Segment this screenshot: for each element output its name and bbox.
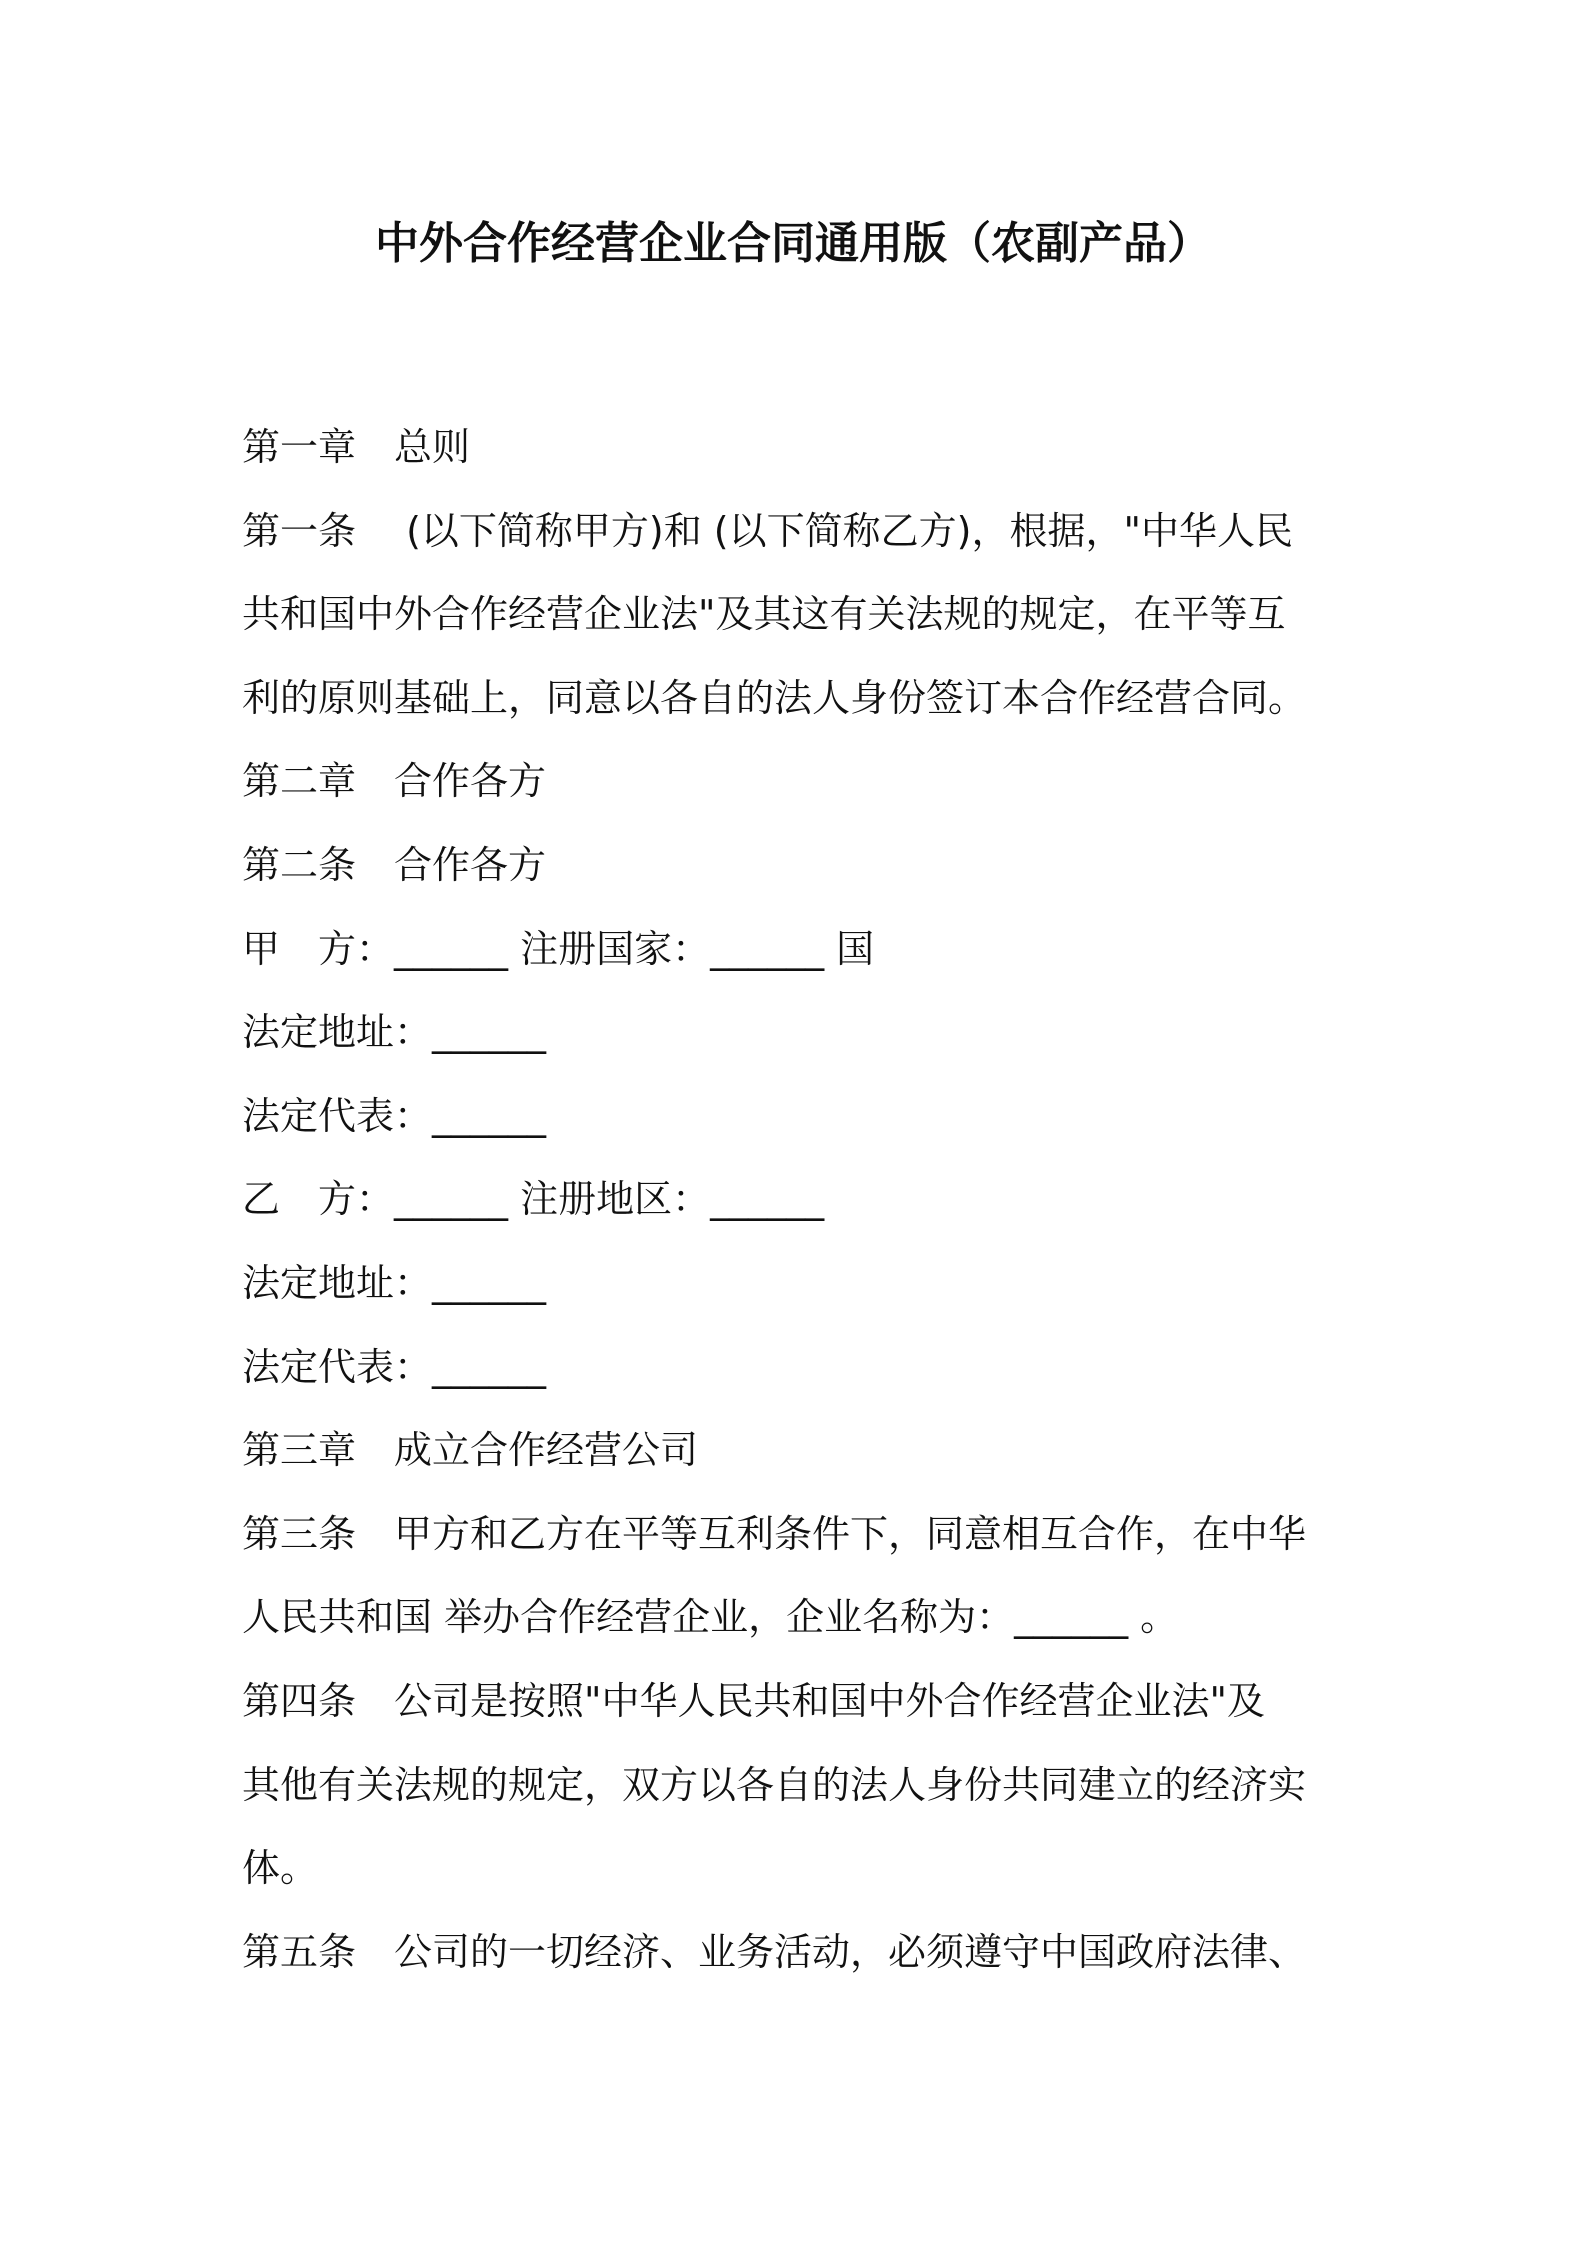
document-title: 中外合作经营企业合同通用版（农副产品） bbox=[375, 218, 1211, 269]
chapter-3-heading: 第三章 成立合作经营公司 bbox=[242, 1428, 699, 1473]
party-a-representative: 法定代表：______ bbox=[242, 1093, 547, 1138]
party-b-line: 乙 方：______ 注册地区：______ bbox=[242, 1177, 825, 1222]
article-1-line-2: 共和国中外合作经营企业法"及其这有关法规的规定，在平等互 bbox=[242, 592, 1286, 637]
article-2-heading: 第二条 合作各方 bbox=[242, 842, 547, 887]
chapter-1-heading: 第一章 总则 bbox=[242, 425, 471, 469]
document-body bbox=[242, 406, 1357, 1994]
article-3-line-2: 人民共和国 举办合作经营企业，企业名称为：______ 。 bbox=[242, 1595, 1179, 1640]
article-4-line-3: 体。 bbox=[242, 1846, 319, 1891]
article-4-line-1: 第四条 公司是按照"中华人民共和国中外合作经营企业法"及 bbox=[242, 1678, 1265, 1723]
article-5-line-1: 第五条 公司的一切经济、业务活动，必须遵守中国政府法律、 bbox=[242, 1929, 1307, 1974]
party-b-representative: 法定代表：______ bbox=[242, 1344, 547, 1389]
article-4-line-2: 其他有关法规的规定，双方以各自的法人身份共同建立的经济实 bbox=[242, 1762, 1307, 1807]
party-b-address: 法定地址：______ bbox=[242, 1260, 547, 1305]
chapter-2-heading: 第二章 合作各方 bbox=[242, 759, 547, 804]
article-1-line-1: 第一条 (以下简称甲方)和 (以下简称乙方)，根据，"中华人民 bbox=[242, 508, 1293, 553]
article-1-line-3: 利的原则基础上，同意以各自的法人身份签订本合作经营合同。 bbox=[242, 675, 1307, 720]
party-a-line: 甲 方：______ 注册国家：______ 国 bbox=[242, 926, 875, 971]
article-3-line-1: 第三条 甲方和乙方在平等互利条件下，同意相互合作，在中华 bbox=[242, 1511, 1307, 1556]
party-a-address: 法定地址：______ bbox=[242, 1010, 547, 1055]
